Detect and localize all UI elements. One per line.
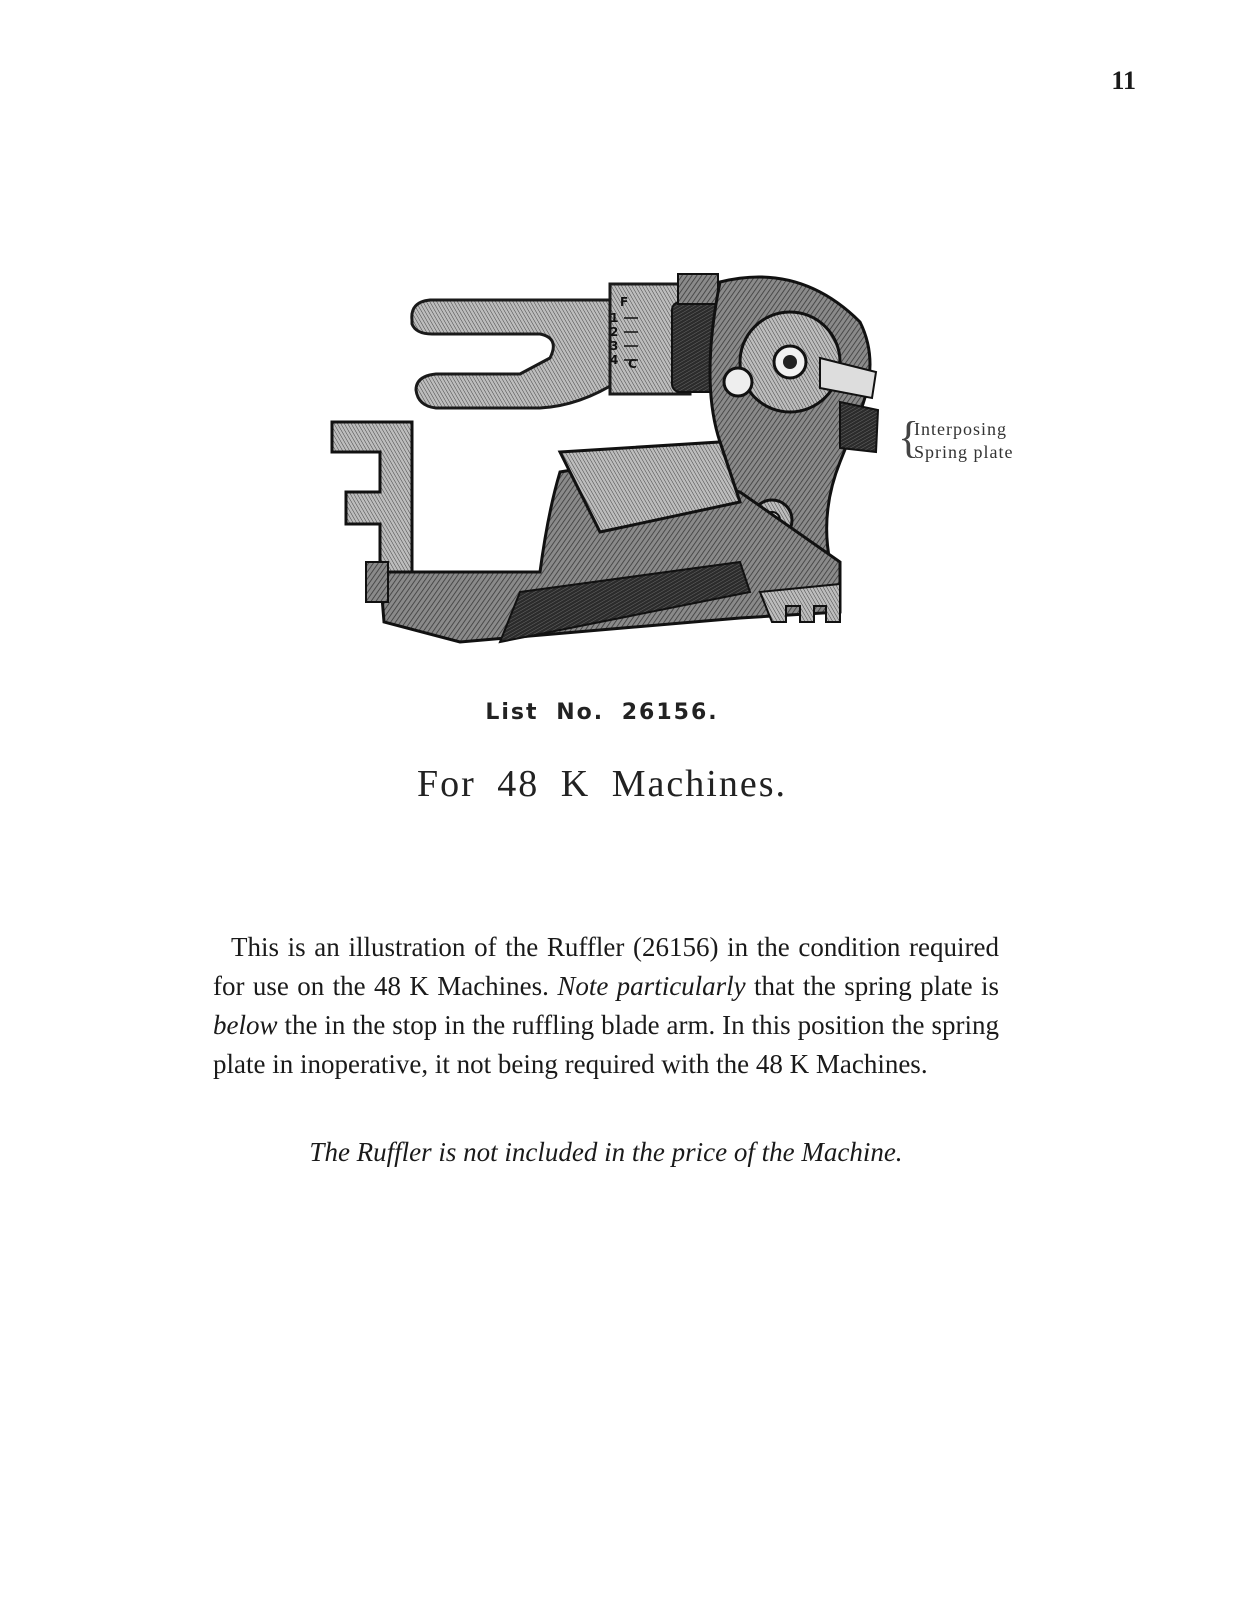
- body-emphasis-below: below: [213, 1010, 278, 1040]
- ruffler-illustration: [320, 262, 880, 657]
- body-text-2: that the spring plate is: [745, 971, 999, 1001]
- body-text-1: This is an illustration of the Ruffler (26156) in the condition required for use on the 48 K Machines.: [213, 932, 999, 1001]
- body-emphasis-note: Note particularly: [557, 971, 746, 1001]
- upper-fork-arm: [412, 300, 620, 408]
- page-number: 11: [1111, 66, 1136, 95]
- callout-line-2: Spring plate: [914, 442, 1014, 462]
- figure-callout: [898, 413, 1014, 464]
- callout-line-1: Interposing: [914, 419, 1007, 439]
- price-note: The Ruffler is not included in the price of the Machine.: [309, 1137, 903, 1167]
- machine-title: For 48 K Machines.: [417, 763, 787, 805]
- scale-mark-2: 2: [610, 325, 619, 339]
- list-number: List No. 26156.: [485, 700, 719, 725]
- body-text-3: the in the stop in the ruffling blade arm. In this position the spring plate in inoperative, it not being required with the 48 K Machines.: [213, 1010, 999, 1079]
- scale-mark-f: F: [620, 295, 629, 309]
- scale-mark-4: 4: [610, 353, 619, 367]
- scale-mark-c: C: [628, 357, 637, 371]
- interposing-spring-plate: [840, 402, 878, 452]
- scale-mark-1: 1: [610, 311, 619, 325]
- callout-brace: {: [898, 413, 921, 462]
- body-paragraph: [213, 928, 999, 1084]
- scale-mark-3: 3: [610, 339, 619, 353]
